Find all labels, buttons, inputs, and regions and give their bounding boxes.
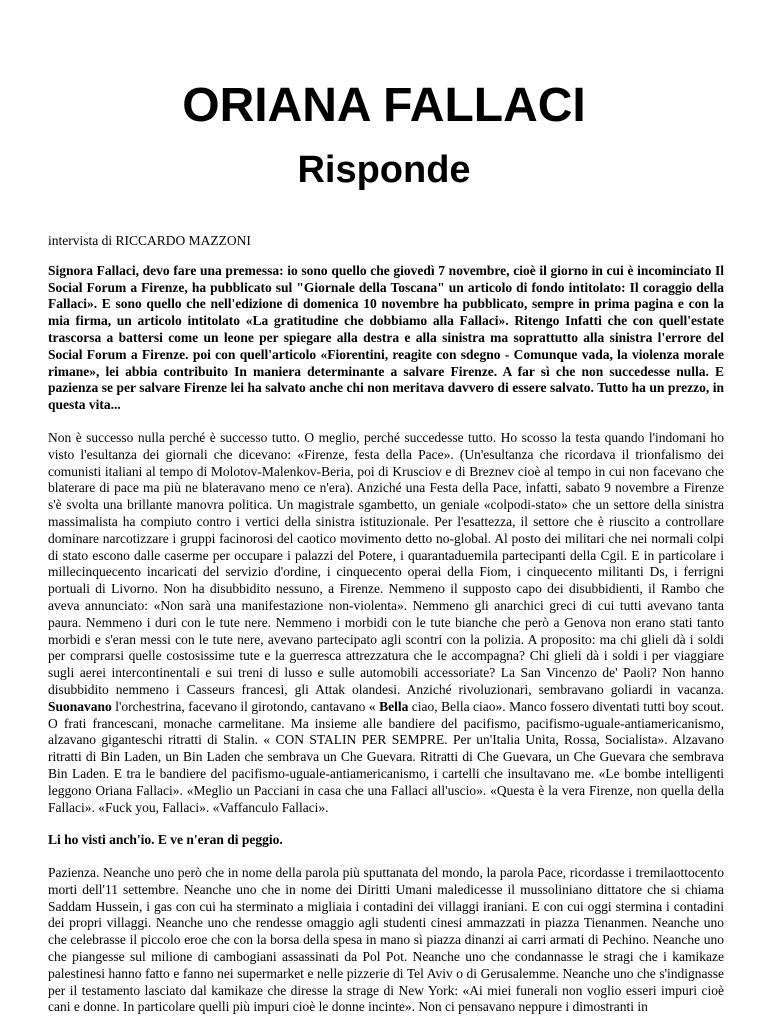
answer-text: l'orchestrina, facevano il girotondo, cantavano «: [111, 698, 380, 714]
answer-paragraph: [48, 430, 724, 816]
interviewer-question: Li ho visti anch'io. E ve n'eran di peggio.: [48, 832, 283, 848]
interviewer-question: Signora Fallaci, devo fare una premessa: io sono quello che giovedì 7 novembre, cioè il giorno in cui è incominciato Il Social Forum a Firenze, ha pubblicato sul "Giornale della Toscana" un articolo di fondo intitolato: Il coraggio della Fallaci». E sono quello che nell'edizione di domenica 10 novembre ha pubblicato, sempre in prima pagina e con la mia firma, un articolo intitolato «La gratitudine che dobbiamo alla Fallaci». Ritengo Infatti che con quell'estate trascorsa a battersi come un leone per spiegare alla destra e alla sinistra ma soprattutto alla sinistra l'errore del Social Forum a Firenze. poi con quell'articolo «Fiorentini, reagite con sdegno - Comunque vada, la violenza morale rimane», lei abbia contribuito In maniera determinante a salvare Firenze. A far sì che non succedesse nulla. E pazienza se per salvare Firenze lei ha salvato anche chi non meritava davvero di essere salvato. Tutto ha un prezzo, in questa vita...: [48, 262, 724, 413]
article-body: [48, 233, 724, 1016]
document-subtitle: Risponde: [297, 149, 471, 191]
answer-paragraph: Pazienza. Neanche uno però che in nome della parola più sputtanata del mondo, la parola Pace, ricordasse i tremilaottocento morti dell'11 settembre. Neanche uno che in nome dei Diritti Umani maledicesse il mussoliniano dittatore che si chiama Saddam Hussein, i gas con cui ha sterminato a migliaia i contadini dei villaggi iraniani. E con cui oggi stermina i contadini dei propri villaggi. Neanche uno che rendesse omaggio agli studenti cinesi ammazzati in piazza Tienanmen. Neanche uno che celebrasse il piccolo eroe che con la borsa della spesa in mano sì piazza dinanzi ai carri armati di Pechino. Neanche uno che piangesse sul milione di cambogiani assassinati da Pol Pot. Neanche uno che condannasse le stragi che i kamikaze palestinesi hanno fatto e fanno nei supermarket e nelle pizzerie di Tel Aviv o di Gerusalemme. Neanche uno che s'indignasse per il testamento lasciato dal kamikaze che diresse la strage di New York: «Ai miei funerali non voglio esseri impuri cioè cani e donne. In particolare quelli più impuri cioè le donne incinte». Non ci pensavano neppure i dimostranti in: [48, 865, 724, 1015]
bold-word-bella: Bella: [379, 698, 409, 714]
document-title: ORIANA FALLACI: [182, 79, 586, 132]
answer-text: Non è successo nulla perché è successo tutto. O meglio, perché succedesse tutto. Ho scosso la testa quando l'indomani ho visto l'esultanza dei giornali che dicevano: «Firenze, festa della Pace». (Un'esultanza che ricordava il trionfalismo dei comunisti italiani al tempo di Molotov-Malenkov-Beria, poi di Krusciov e di Breznev cioè al tempo in cui non facevano che blaterare di pace ma più ne blateravano meno ce n'era). Anziché una Festa della Pace, infatti, sabato 9 novembre a Firenze s'è svolta una brillante manovra politica. Un magistrale sgambetto, un geniale «colpodi-stato» che un settore della sinistra massimalista ha compiuto contro i vertici della sinistra istituzionale. Per l'esattezza, il settore che è riuscito a controllare dominare narcotizzare i gruppi facinorosi del caotico movimento detto no-global. Al posto dei militari che nei normali colpi di stato escono dalle caserme per occupare i palazzi del Potere, i quarantaduemila partecipanti della Cgil. E in particolare i millecinquecento incaricati del servizio d'ordine, i cinquecento operai della Fiom, i cinquecento militanti Ds, i ferrigni portuali di Livorno. Non ha disubbidito nessuno, a Firenze. Nemmeno il supposto capo dei disubbidienti, il Rambo che aveva annunciato: «Non sarà una manifestazione non-violenta». Nemmeno gli anarchici greci di cui tutti avevano tanta paura. Nemmeno i duri con le tute nere. Nemmeno i morbidi con le tute bianche che però a Genova non erano stati tanto morbidi e s'eran messi con le tute nere, avevano partecipato agli scontri con la polizia. A proposito: ma chi glieli dà i soldi per comprarsi quelle costosissime tute e la guerresca attrezzatura che le accompagna? Chi glieli dà i soldi i per viaggiare sugli aerei intercontinentali e sui treni di lusso e sulle automobili accessoriate? La San Vincenzo de' Paoli? Non hanno disubbidito nemmeno i Casseurs francesi, gli Attak olandesi. Anziché rivoluzionari, sembravano goliardi in vacanza.: [48, 429, 724, 697]
bold-word-suonavano: Suonavano: [48, 698, 112, 714]
answer-text: ciao, Bella ciao». Manco fossero diventati tutti boy scout. O frati francescani, monache carmelitane. Ma insieme alle bandiere del pacifismo, pacifismo-uguale-antiamericanismo, alzavano giganteschi ritratti di Stalin. « CON STALIN PER SEMPRE. Per un'Italia Unita, Rossa, Socialista». Alzavano ritratti di Bin Laden, un Bin Laden che sembrava un Che Guevara. Ritratti di Che Guevara, un Che Guevara che sembrava Bin Laden. E tra le bandiere del pacifismo-uguale-antiamericanismo, i cartelli che insultavano me. «Le bombe intelligenti leggono Oriana Fallaci». «Meglio un Pacciani in casa che una Fallaci all'uscio». «Questa è la vera Firenze, non quella della Fallaci». «Fuck you, Fallaci». «Vaffanculo Fallaci».: [48, 698, 724, 815]
byline: intervista di RICCARDO MAZZONI: [48, 233, 251, 248]
